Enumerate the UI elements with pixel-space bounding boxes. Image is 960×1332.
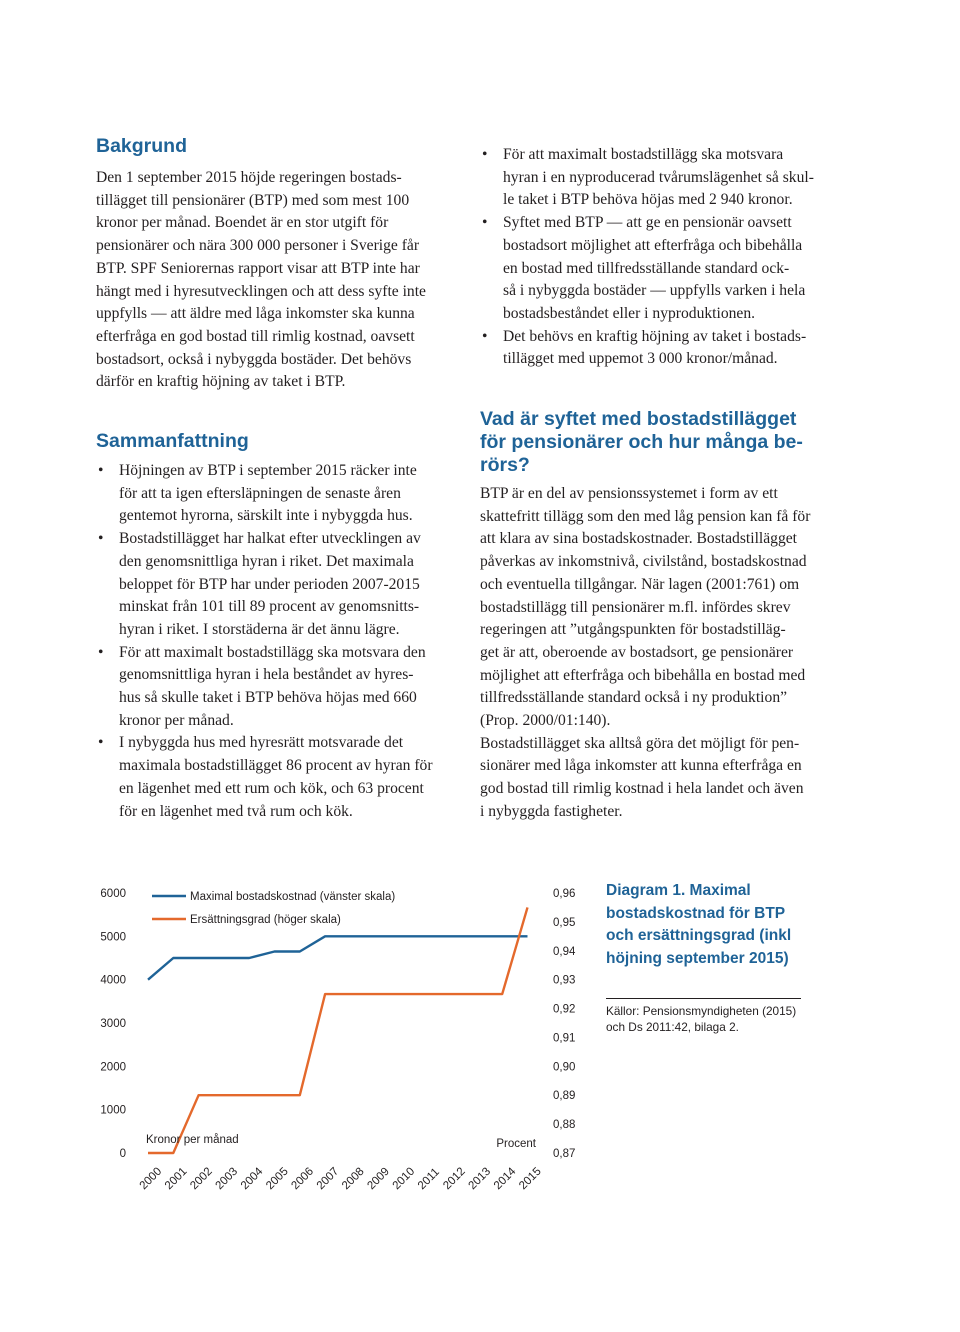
list-item-line: I nybyggda hus med hyresrätt motsvarade det: [119, 734, 404, 752]
syftet-line: BTP är en del av pensionssystemet i form av ett: [480, 485, 778, 502]
list-item-line: hyran i riket. I storstäderna är det ännu lägre.: [119, 620, 400, 638]
bakgrund-line: efterfråga en god bostad till rimlig kostnad, oavsett: [96, 327, 415, 345]
list-item-line: bostadsbeståndet eller i nyproduktionen.: [503, 304, 756, 322]
bostadskostnad-line: [148, 936, 528, 979]
left-tick-label: 3000: [100, 1018, 126, 1030]
syftet-line: att klara av sina bostadskostnader. Bostadstillägget: [480, 530, 798, 548]
syftet-line: Bostadstillägget ska alltså göra det möjligt för pen-: [480, 734, 800, 752]
list-item: [96, 460, 486, 528]
caption-title-line: höjning september 2015): [606, 949, 789, 967]
right-tick-label: 0,89: [553, 1090, 576, 1103]
list-item-line: beloppet för BTP har under perioden 2007-2015: [119, 575, 420, 593]
list-item-line: för en lägenhet med två rum och kök.: [119, 802, 353, 820]
caption-divider: [606, 998, 801, 999]
bakgrund-line: pensionärer och nära 300 000 personer i Sverige får: [96, 237, 420, 255]
bakgrund-line: hängt med i hyresutvecklingen och att dess syfte inte: [96, 282, 426, 300]
source-line: Källor: Pensionsmyndigheten (2015): [606, 1004, 797, 1018]
syftet-line: god bostad till rimlig kostnad i hela landet och även: [480, 780, 804, 798]
chart-legend: [152, 891, 395, 926]
left-tick-label: 6000: [100, 888, 126, 900]
syftet-text: [480, 483, 864, 824]
list-item-line: tillägget med uppemot 3 000 kronor/månad.: [503, 350, 778, 368]
x-tick-label: 2009: [365, 1165, 392, 1193]
series-lines: [148, 907, 528, 1153]
list-item: [480, 212, 864, 326]
right-axis-ticks: [553, 888, 576, 1160]
right-tick-label: 0,93: [553, 974, 576, 987]
list-item: [96, 528, 486, 642]
right-tick-label: 0,90: [553, 1061, 576, 1074]
list-item-line: minskat från 101 till 89 procent av genomsnitts-: [119, 598, 420, 616]
x-tick-label: 2012: [441, 1165, 468, 1193]
x-tick-label: 2011: [415, 1166, 442, 1193]
x-axis-ticks: [138, 1165, 544, 1192]
list-item-line: den genomsnittliga hyran i riket. Det maximala: [119, 552, 414, 570]
x-tick-label: 2010: [390, 1165, 418, 1193]
right-tick-label: 0,92: [553, 1003, 576, 1016]
right-axis-label: Procent: [496, 1138, 536, 1150]
x-tick-label: 2005: [264, 1165, 291, 1193]
syftet-heading: [480, 408, 864, 477]
list-item-line: gentemot hyrorna, särskilt inte i nybyggda hus.: [119, 507, 413, 525]
sammanfattning-list: [96, 460, 486, 823]
bakgrund-line: Den 1 september 2015 höjde regeringen bostads-: [96, 169, 402, 186]
list-item-line: maximala bostadstillägget 86 procent av hyran för: [119, 757, 433, 775]
bullet-icon: •: [98, 530, 104, 548]
list-item-line: en bostad med tillfredsställande standard ock-: [503, 259, 790, 277]
syftet-line: i nybyggda fastigheter.: [480, 802, 623, 820]
list-item-line: en lägenhet med ett rum och kök, och 63 procent: [119, 779, 424, 797]
ersattningsgrad-line: [148, 907, 528, 1153]
syftet-line: påverkas av inkomstnivå, civilstånd, bostadskostnad: [480, 553, 807, 571]
list-item-line: För att maximalt bostadstillägg ska motsvara den: [119, 643, 426, 661]
right-tick-label: 0,87: [553, 1148, 576, 1160]
bakgrund-line: därför en kraftig höjning av taket i BTP.: [96, 373, 346, 391]
syftet-line: get är att, oberoende av bostadsort, ge pensionärer: [480, 643, 794, 661]
list-item-line: kronor per månad.: [119, 711, 234, 729]
x-tick-label: 2004: [238, 1165, 266, 1193]
list-item: [96, 732, 486, 823]
list-item: [96, 642, 486, 733]
right-tick-label: 0,88: [553, 1119, 576, 1132]
left-tick-label: 2000: [100, 1061, 126, 1074]
bullet-icon: •: [98, 734, 104, 752]
diagram-source: [606, 1004, 816, 1035]
left-tick-label: 4000: [100, 974, 126, 987]
x-tick-label: 2013: [466, 1165, 494, 1193]
list-item-line: genomsnittliga hyran i hela beståndet av hyres-: [119, 666, 414, 684]
list-item: [480, 326, 864, 371]
x-tick-label: 2006: [289, 1165, 317, 1193]
bakgrund-line: uppfylls — att äldre med låga inkomster ska kunna: [96, 305, 415, 323]
right-tick-label: 0,96: [553, 888, 576, 900]
list-item-line: Syftet med BTP — att ge en pensionär oavsett: [503, 214, 792, 232]
list-item-line: Det behövs en kraftig höjning av taket i bostads-: [503, 327, 807, 345]
left-tick-label: 0: [119, 1148, 126, 1160]
syftet-line: skattefritt tillägg som den med låg pension kan få för: [480, 507, 811, 525]
right-tick-label: 0,91: [553, 1032, 576, 1045]
diagram-1-chart: [0, 860, 600, 1200]
syftet-heading-line: för pensionärer och hur många be-: [480, 431, 803, 453]
bullet-icon: •: [482, 146, 488, 163]
x-tick-label: 2008: [340, 1165, 367, 1193]
syftet-line: tillfredsställande standard också i ny produktion”: [480, 689, 788, 707]
syftet-line: och eventuella tillgångar. När lagen (2001:761) om: [480, 575, 800, 593]
bullet-icon: •: [482, 327, 488, 345]
bullet-icon: •: [98, 643, 104, 661]
bakgrund-text: [96, 167, 486, 394]
right-bullet-list: [480, 144, 864, 371]
legend-label: Ersättningsgrad (höger skala): [190, 914, 341, 926]
list-item: [480, 144, 864, 212]
source-line: och Ds 2011:42, bilaga 2.: [606, 1019, 739, 1034]
diagram-caption-title: [606, 880, 806, 970]
caption-title-line: Diagram 1. Maximal: [606, 882, 751, 899]
list-item-line: Bostadstillägget har halkat efter utvecklingen av: [119, 530, 421, 548]
left-tick-label: 5000: [100, 931, 126, 944]
sammanfattning-heading: Sammanfattning: [96, 430, 249, 452]
x-tick-label: 2007: [314, 1165, 342, 1193]
bullet-icon: •: [98, 462, 104, 479]
x-tick-label: 2000: [137, 1165, 165, 1193]
right-tick-label: 0,94: [553, 945, 576, 958]
caption-title-line: bostadskostnad för BTP: [606, 904, 786, 922]
bakgrund-line: BTP. SPF Seniorernas rapport visar att BTP inte har: [96, 259, 420, 277]
right-tick-label: 0,95: [553, 916, 576, 929]
list-item-line: hyran i en nyproducerad tvårumslägenhet så skul-: [503, 168, 814, 186]
list-item-line: För att maximalt bostadstillägg ska motsvara: [503, 146, 784, 163]
syftet-line: (Prop. 2000/01:140).: [480, 712, 611, 730]
list-item-line: bostadsort möjlighet att efterfråga och bibehålla: [503, 236, 803, 254]
x-tick-label: 2003: [213, 1165, 241, 1193]
left-axis-ticks: [100, 888, 126, 1160]
bullet-icon: •: [482, 214, 488, 232]
syftet-line: sionärer med låga inkomster att kunna efterfråga en: [480, 757, 802, 775]
bakgrund-line: tillägget till pensionärer (BTP) med som mest 100: [96, 191, 410, 209]
list-item-line: så i nybyggda bostäder — uppfylls varken i hela: [503, 282, 806, 300]
bakgrund-heading: Bakgrund: [96, 135, 188, 157]
x-tick-label: 2015: [517, 1165, 544, 1193]
syftet-line: bostadstillägg till pensionärer m.fl. infördes skrev: [480, 598, 791, 616]
list-item-line: för att ta igen eftersläpningen de senaste åren: [119, 484, 401, 502]
x-tick-label: 2002: [188, 1165, 215, 1193]
syftet-line: möjlighet att efterfråga och bibehålla en bostad med: [480, 666, 806, 684]
syftet-line: regeringen att ”utgångspunkten för bostadstilläg-: [480, 621, 786, 639]
x-tick-label: 2001: [162, 1165, 190, 1193]
bakgrund-line: bostadsort, också i nybyggda bostäder. Det behövs: [96, 350, 412, 368]
bakgrund-line: kronor per månad. Boendet är en stor utgift för: [96, 214, 389, 232]
list-item-line: hus så skulle taket i BTP behöva höjas med 660: [119, 689, 417, 707]
syftet-heading-line: rörs?: [480, 454, 530, 476]
syftet-heading-line: Vad är syftet med bostadstillägget: [480, 408, 797, 430]
left-tick-label: 1000: [100, 1104, 126, 1117]
x-tick-label: 2014: [491, 1165, 519, 1193]
list-item-line: Höjningen av BTP i september 2015 räcker inte: [119, 462, 417, 479]
caption-title-line: och ersättningsgrad (inkl: [606, 927, 792, 944]
list-item-line: le taket i BTP behöva höjas med 2 940 kronor.: [503, 191, 793, 209]
left-axis-label: Kronor per månad: [146, 1134, 239, 1146]
legend-label: Maximal bostadskostnad (vänster skala): [190, 891, 396, 903]
